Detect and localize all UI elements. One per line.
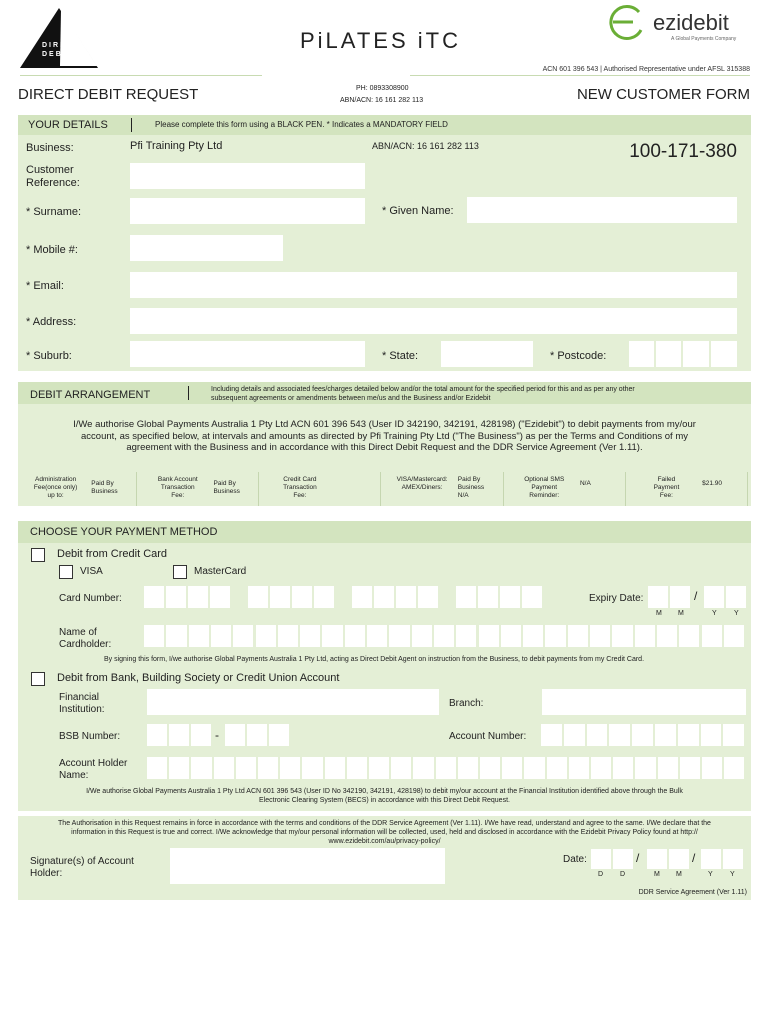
- business-value: Pfi Training Pty Ltd: [130, 140, 223, 152]
- input-cell[interactable]: [144, 625, 164, 647]
- customer-id: 100-171-380: [629, 141, 737, 162]
- input-cell[interactable]: [434, 625, 454, 647]
- input-cell[interactable]: [679, 625, 699, 647]
- date-hint: D D M M Y Y: [598, 871, 735, 878]
- customer-reference-input[interactable]: [130, 163, 365, 189]
- email-label: * Email:: [26, 280, 64, 292]
- debit-arrangement-title: DEBIT ARRANGEMENT: [30, 389, 151, 401]
- fee-value: Paid By Business: [213, 480, 240, 495]
- input-cell[interactable]: [413, 757, 433, 779]
- input-cell[interactable]: [657, 625, 677, 647]
- input-cell[interactable]: [724, 757, 744, 779]
- input-cell[interactable]: [147, 757, 167, 779]
- input-cell[interactable]: [541, 724, 562, 746]
- input-cell[interactable]: [590, 625, 610, 647]
- state-input[interactable]: [441, 341, 533, 367]
- surname-label: * Surname:: [26, 206, 82, 218]
- fee-label: Bank Account Transaction Fee:: [157, 476, 198, 499]
- input-cell[interactable]: [325, 757, 345, 779]
- expiry-input[interactable]: [648, 586, 746, 608]
- fee-cell: [18, 472, 137, 506]
- input-cell[interactable]: [702, 625, 722, 647]
- section-divider: [131, 118, 132, 132]
- input-cell[interactable]: [678, 724, 699, 746]
- input-cell[interactable]: [389, 625, 409, 647]
- input-cell[interactable]: [635, 757, 655, 779]
- visa-label: VISA: [80, 566, 103, 577]
- input-cell[interactable]: [436, 757, 456, 779]
- payment-method-title: CHOOSE YOUR PAYMENT METHOD: [30, 526, 218, 538]
- branch-input[interactable]: [542, 689, 746, 715]
- input-cell[interactable]: [480, 757, 500, 779]
- input-cell[interactable]: [248, 586, 268, 608]
- state-label: * State:: [382, 350, 419, 362]
- bank-authorisation: I/We authorise Global Payments Australia 1 Pty Ltd ACN 601 396 543 (User ID No 342190, 342191, 428198) to debit my/our account at the Financial Institution identified above through the Bulk Electronic Clearing System (BECS) in accordance with this Direct Debit Request.: [86, 788, 683, 804]
- expiry-hint: M M Y Y: [656, 610, 739, 617]
- visa-checkbox[interactable]: [59, 565, 73, 579]
- fee-cell: [629, 472, 748, 506]
- ezidebit-wordmark: ezidebit: [653, 10, 729, 35]
- input-cell[interactable]: [300, 625, 320, 647]
- fee-cell: [507, 472, 626, 506]
- address-input[interactable]: [130, 308, 737, 334]
- date-slash-2: /: [692, 851, 696, 865]
- input-cell[interactable]: [144, 586, 164, 608]
- ezidebit-swirl-icon: [605, 4, 645, 44]
- input-cell[interactable]: [613, 757, 633, 779]
- account-number-label: Account Number:: [449, 731, 527, 742]
- credit-card-checkbox[interactable]: [31, 548, 45, 562]
- input-cell[interactable]: [524, 757, 544, 779]
- expiry-label: Expiry Date:: [589, 593, 644, 604]
- input-cell[interactable]: [523, 625, 543, 647]
- fee-label: Optional SMS Payment Reminder:: [524, 476, 565, 499]
- header-rule-left: [20, 75, 262, 76]
- input-cell[interactable]: [478, 586, 498, 608]
- input-cell[interactable]: [270, 586, 290, 608]
- bsb-dash: -: [215, 728, 219, 742]
- fee-value: $21.90: [702, 480, 723, 487]
- input-cell[interactable]: [547, 757, 567, 779]
- fee-label: Credit Card Transaction Fee:: [283, 476, 317, 499]
- fee-value: Paid By Business N/A: [457, 476, 485, 499]
- email-input[interactable]: [130, 272, 737, 298]
- payment-method-section: [18, 521, 751, 811]
- input-cell[interactable]: [258, 757, 278, 779]
- business-abn: ABN/ACN: 16 161 282 113: [372, 141, 479, 151]
- input-cell[interactable]: [458, 757, 478, 779]
- input-cell[interactable]: [302, 757, 322, 779]
- bank-label: Debit from Bank, Building Society or Credit Union Account: [57, 672, 340, 684]
- acn-line: ACN 601 396 543 | Authorised Representative under AFSL 315388: [542, 66, 750, 73]
- cardholder-input[interactable]: [144, 625, 746, 647]
- debit-arrangement-header: [18, 382, 751, 404]
- fee-value: Paid By Business: [91, 480, 118, 495]
- authorisation-text: I/We authorise Global Payments Australia 1 Pty Ltd ACN 601 396 543 (User ID 342190, 342191, 428198) ("Ezidebit") to debit payments from my/our account, as specified below, at intervals and amounts as directed by Pfi Training Pty Ltd ("The Business") as per the Terms and Conditions of my agreement with the Business and in accordance with this Direct Debit Request and the DDR Service Agreement (Ver 1.11).: [73, 419, 696, 453]
- fee-cell: [385, 472, 504, 506]
- financial-institution-label: Financial Institution:: [59, 692, 105, 715]
- your-details-section: [18, 115, 751, 371]
- input-cell[interactable]: [456, 586, 476, 608]
- section-divider: [188, 386, 189, 400]
- credit-card-label: Debit from Credit Card: [57, 548, 168, 560]
- direct-debit-logo-line1: DIRECT: [42, 42, 81, 49]
- input-cell[interactable]: [500, 586, 520, 608]
- postcode-input[interactable]: [629, 341, 737, 367]
- input-cell[interactable]: [609, 724, 630, 746]
- form-title-right: NEW CUSTOMER FORM: [576, 86, 750, 103]
- input-cell[interactable]: [369, 757, 389, 779]
- input-cell[interactable]: [189, 625, 209, 647]
- input-cell[interactable]: [418, 586, 438, 608]
- card-number-input[interactable]: [144, 586, 574, 608]
- input-cell[interactable]: [545, 625, 565, 647]
- account-number-input[interactable]: [541, 724, 746, 746]
- input-cell[interactable]: [612, 625, 632, 647]
- input-cell[interactable]: [701, 724, 722, 746]
- mobile-input[interactable]: [130, 235, 283, 261]
- input-cell[interactable]: [211, 625, 231, 647]
- input-cell[interactable]: [347, 757, 367, 779]
- date-slash-1: /: [636, 851, 640, 865]
- input-cell[interactable]: [564, 724, 585, 746]
- input-cell[interactable]: [456, 625, 476, 647]
- debit-arrangement-note: Including details and associated fees/charges detailed below and/or the total amount for the specified period for this and as per any other subsequent agreements or amendments between me/us and the Business and/or Ezidebit: [211, 386, 635, 402]
- input-cell[interactable]: [723, 724, 744, 746]
- input-cell[interactable]: [280, 757, 300, 779]
- input-cell[interactable]: [256, 625, 276, 647]
- given-name-label: * Given Name:: [382, 205, 454, 217]
- form-title-left: DIRECT DEBIT REQUEST: [18, 86, 199, 103]
- input-cell[interactable]: [278, 625, 298, 647]
- suburb-input[interactable]: [130, 341, 365, 367]
- fee-value: N/A: [579, 480, 591, 487]
- input-cell[interactable]: [591, 757, 611, 779]
- input-cell[interactable]: [322, 625, 342, 647]
- input-cell[interactable]: [502, 757, 522, 779]
- card-authorisation: By signing this form, I/we authorise Global Payments Australia 1 Pty Ltd, acting as Direct Debit Agent on instruction from the Business, to debit payments from my Credit Card.: [104, 656, 645, 663]
- input-cell[interactable]: [166, 586, 186, 608]
- input-cell[interactable]: [702, 757, 722, 779]
- expiry-slash: /: [694, 589, 698, 603]
- suburb-label: * Suburb:: [26, 350, 72, 362]
- financial-institution-input[interactable]: [147, 689, 439, 715]
- fee-label: Failed Payment Fee:: [653, 476, 680, 499]
- input-cell[interactable]: [188, 586, 208, 608]
- input-cell[interactable]: [169, 757, 189, 779]
- postcode-label: * Postcode:: [550, 350, 607, 362]
- mastercard-checkbox[interactable]: [173, 565, 187, 579]
- direct-debit-logo-line2: DEBIT: [42, 51, 73, 58]
- input-cell[interactable]: [569, 757, 589, 779]
- signature-section: [18, 816, 751, 900]
- header-rule-right: [410, 75, 750, 76]
- input-cell[interactable]: [214, 757, 234, 779]
- fee-label: VISA/Mastercard: AMEX/Diners:: [396, 476, 448, 491]
- your-details-header: [18, 115, 751, 135]
- address-label: * Address:: [26, 316, 77, 328]
- ezidebit-logo: [605, 4, 755, 48]
- account-holder-input[interactable]: [147, 757, 746, 779]
- direct-debit-triangle-icon: [20, 8, 98, 70]
- signature-input[interactable]: [170, 848, 445, 884]
- input-cell[interactable]: [314, 586, 334, 608]
- input-cell[interactable]: [396, 586, 416, 608]
- bsb-label: BSB Number:: [59, 731, 121, 742]
- fee-cell: [262, 472, 381, 506]
- header-abn: ABN/ACN: 16 161 282 113: [340, 97, 424, 104]
- bsb-input[interactable]: [147, 724, 289, 746]
- fee-table: [18, 472, 751, 506]
- surname-input[interactable]: [130, 198, 365, 224]
- mobile-label: * Mobile #:: [26, 244, 78, 256]
- fee-label: Administration Fee(once only) up to:: [33, 476, 78, 499]
- input-cell[interactable]: [374, 586, 394, 608]
- input-cell[interactable]: [391, 757, 411, 779]
- input-cell[interactable]: [367, 625, 387, 647]
- input-cell[interactable]: [501, 625, 521, 647]
- input-cell[interactable]: [479, 625, 499, 647]
- cardholder-label: Name of Cardholder:: [59, 627, 112, 650]
- input-cell[interactable]: [680, 757, 700, 779]
- input-cell[interactable]: [724, 625, 744, 647]
- fee-cell: [140, 472, 259, 506]
- debit-arrangement-section: [18, 382, 751, 506]
- input-cell[interactable]: [236, 757, 256, 779]
- input-cell[interactable]: [191, 757, 211, 779]
- customer-reference-label: Customer Reference:: [26, 164, 80, 189]
- account-holder-label: Account Holder Name:: [59, 758, 128, 781]
- input-cell[interactable]: [292, 586, 312, 608]
- brand-logo: PiLATES iTC: [300, 28, 461, 53]
- branch-label: Branch:: [449, 698, 484, 709]
- terms-text: The Authorisation in this Request remains in force in accordance with the terms and conditions of the DDR Service Agreement (Ver 1.11). I/We have read, understand and agree to the same. I/We declare that the information in this Request is true and correct. I/We acknowledge that my/our personal information will be collected, used, held and disclosed in accordance with the Ezidebit Privacy Policy found at http:// www.ezidebit.com/au/privacy-policy/: [58, 820, 711, 845]
- ezidebit-tagline: A Global Payments Company: [671, 36, 737, 42]
- input-cell[interactable]: [568, 625, 588, 647]
- input-cell[interactable]: [345, 625, 365, 647]
- input-cell[interactable]: [587, 724, 608, 746]
- card-number-label: Card Number:: [59, 593, 122, 604]
- input-cell[interactable]: [412, 625, 432, 647]
- ddr-footer: DDR Service Agreement (Ver 1.11): [638, 889, 747, 896]
- input-cell[interactable]: [210, 586, 230, 608]
- input-cell[interactable]: [632, 724, 653, 746]
- mastercard-label: MasterCard: [194, 566, 247, 577]
- business-label: Business:: [26, 142, 74, 154]
- date-label: Date:: [563, 854, 587, 865]
- input-cell[interactable]: [658, 757, 678, 779]
- input-cell[interactable]: [166, 625, 186, 647]
- given-name-input[interactable]: [467, 197, 737, 223]
- your-details-instruction: Please complete this form using a BLACK PEN. * Indicates a MANDATORY FIELD: [155, 120, 448, 129]
- input-cell[interactable]: [233, 625, 253, 647]
- signature-label: Signature(s) of Account Holder:: [30, 856, 134, 879]
- input-cell[interactable]: [635, 625, 655, 647]
- direct-debit-logo: [20, 8, 98, 70]
- phone-number: PH: 0893308900: [356, 85, 409, 92]
- payment-method-header: [18, 521, 751, 543]
- input-cell[interactable]: [522, 586, 542, 608]
- input-cell[interactable]: [655, 724, 676, 746]
- your-details-title: YOUR DETAILS: [28, 119, 108, 131]
- input-cell[interactable]: [352, 586, 372, 608]
- date-input[interactable]: [591, 849, 743, 869]
- bank-checkbox[interactable]: [31, 672, 45, 686]
